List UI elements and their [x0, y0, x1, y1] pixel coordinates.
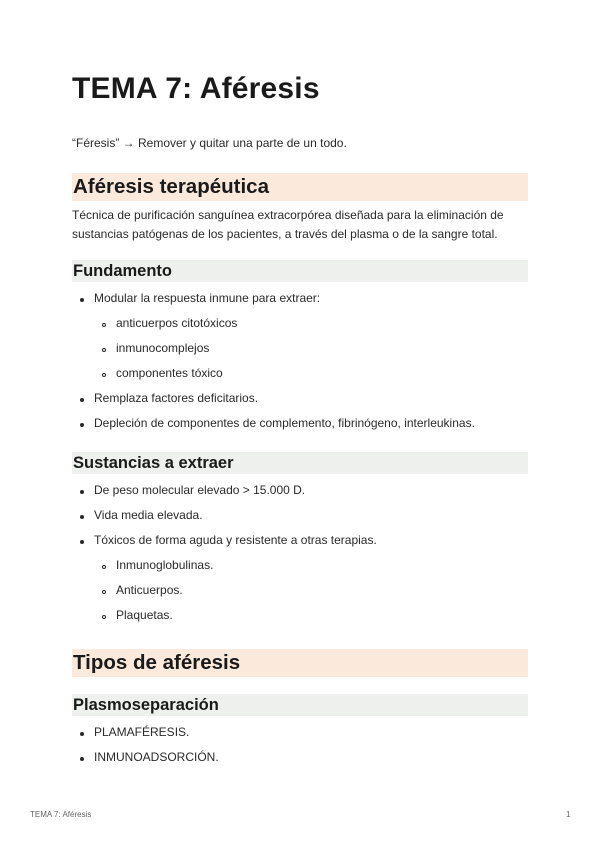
- list-item: Remplaza factores deficitarios.: [94, 391, 259, 405]
- list-item: Depleción de componentes de complemento, fibrinógeno, interleukinas.: [94, 416, 475, 430]
- bullet-icon: [80, 490, 84, 494]
- list-item: INMUNOADSORCIÓN.: [94, 750, 219, 764]
- section-paragraph-line-2: sustancias patógenas de los pacientes, a través del plasma o de la sangre total.: [72, 227, 498, 241]
- bullet-icon: [80, 732, 84, 736]
- list-item: Modular la respuesta inmune para extraer:: [94, 291, 321, 305]
- section-paragraph-line-1: Técnica de purificación sanguínea extracorpórea diseñada para la eliminación de: [72, 208, 504, 222]
- list-item: Inmunoglobulinas.: [116, 558, 214, 572]
- bullet-icon: [80, 298, 84, 302]
- list-item: anticuerpos citotóxicos: [116, 316, 238, 330]
- intro-text: “Féresis” → Remover y quitar una parte de un todo.: [72, 136, 347, 150]
- bullet-icon: [80, 757, 84, 761]
- circle-bullet-icon: [102, 348, 106, 352]
- subheading-sustancias-a-extraer: Sustancias a extraer: [72, 452, 528, 474]
- circle-bullet-icon: [102, 565, 106, 569]
- list-item: Anticuerpos.: [116, 583, 183, 597]
- list-item: Plaquetas.: [116, 608, 173, 622]
- list-item: Vida media elevada.: [94, 508, 203, 522]
- bullet-icon: [80, 540, 84, 544]
- circle-bullet-icon: [102, 373, 106, 377]
- bullet-icon: [80, 515, 84, 519]
- bullet-icon: [80, 398, 84, 402]
- circle-bullet-icon: [102, 590, 106, 594]
- list-item: inmunocomplejos: [116, 341, 210, 355]
- bullet-icon: [80, 423, 84, 427]
- list-item: Tóxicos de forma aguda y resistente a otras terapias.: [94, 533, 377, 547]
- section-heading-tipos-de-aferesis: Tipos de aféresis: [72, 649, 528, 677]
- circle-bullet-icon: [102, 615, 106, 619]
- footer-page-number: 1: [566, 810, 571, 819]
- circle-bullet-icon: [102, 323, 106, 327]
- subheading-plasmoseparacion: Plasmoseparación: [72, 694, 528, 716]
- subheading-fundamento: Fundamento: [72, 260, 528, 282]
- list-item: componentes tóxico: [116, 366, 223, 380]
- page-title: TEMA 7: Aféresis: [72, 72, 320, 105]
- section-heading-aferesis-terapeutica: Aféresis terapéutica: [72, 173, 528, 201]
- list-item: De peso molecular elevado > 15.000 D.: [94, 483, 306, 497]
- list-item: PLAMAFÉRESIS.: [94, 725, 190, 739]
- footer-title: TEMA 7: Aféresis: [30, 810, 92, 819]
